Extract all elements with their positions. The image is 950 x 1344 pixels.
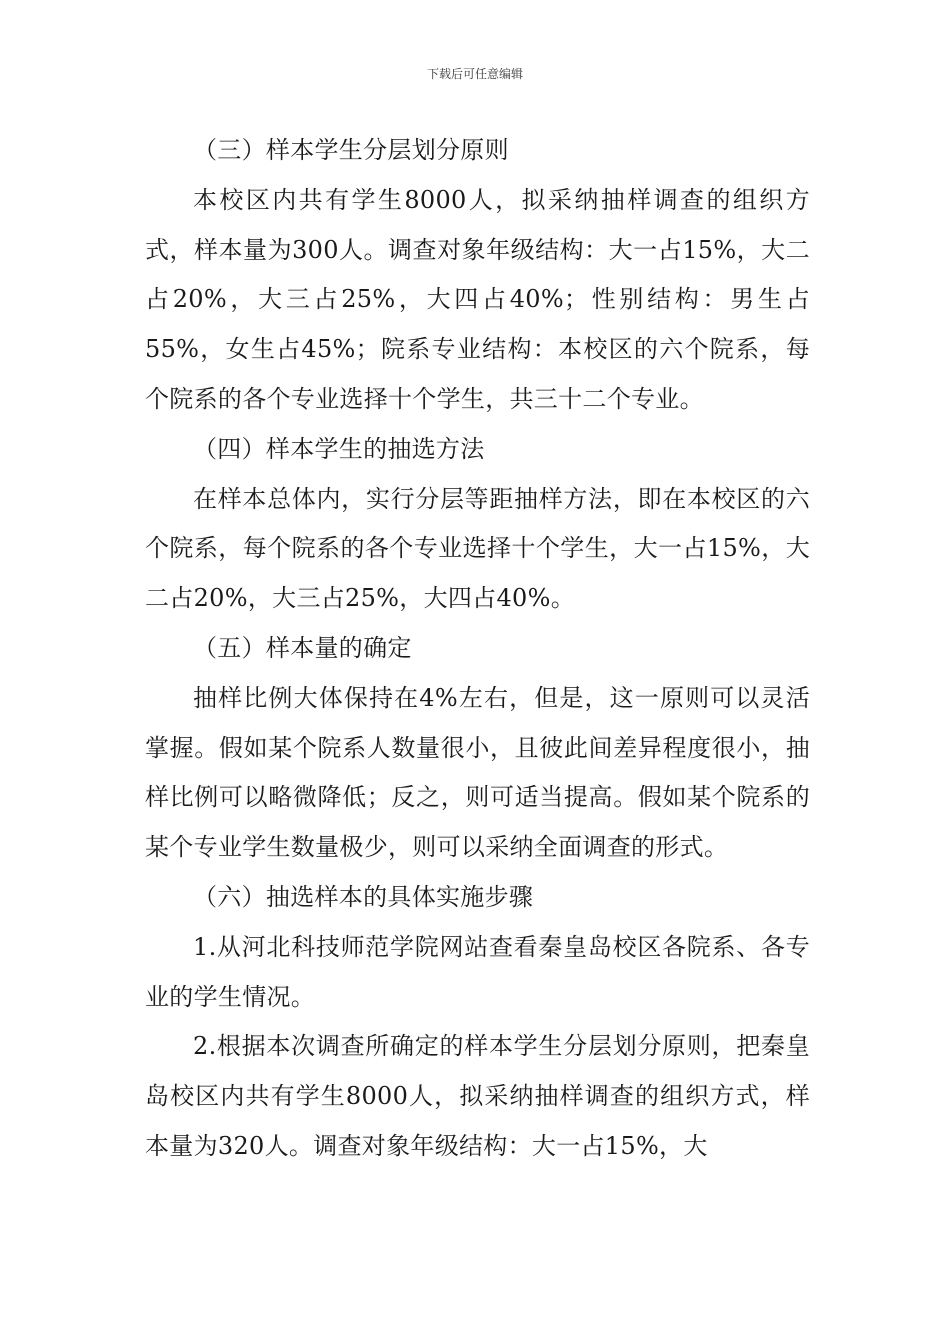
paragraph-step-2: 2.根据本次调查所确定的样本学生分层划分原则，把秦皇岛校区内共有学生8000人，拟采纳抽样调查的组织方式，样本量为320人。调查对象年级结构：大一占15%，大 [145,1032,810,1160]
section-heading-4: （四）样本学生的抽选方法 [193,434,485,463]
document-body [145,126,810,1172]
section-heading-3: （三）样本学生分层划分原则 [193,136,509,164]
section-heading-6: （六）抽选样本的具体实施步骤 [193,882,534,911]
section-heading-5: （五）样本量的确定 [193,633,412,662]
paragraph-sample-size: 抽样比例大体保持在4%左右，但是，这一原则可以灵活掌握。假如某个院系人数量很小，且彼此间差异程度很小，抽样比例可以略微降低；反之，则可适当提高。假如某个院系的某个专业学生数量极少，则可以采纳全面调查的形式。 [145,683,810,862]
paragraph-sample-structure: 本校区内共有学生8000人，拟采纳抽样调查的组织方式，样本量为300人。调查对象年级结构：大一占15%，大二占20%，大三占25%，大四占40%；性别结构：男生占55%，女生占45%；院系专业结构：本校区的六个院系，每个院系的各个专业选择十个学生，共三十二个专业。 [145,185,810,413]
paragraph-step-1: 1.从河北科技师范学院网站查看秦皇岛校区各院系、各专业的学生情况。 [145,932,810,1011]
paragraph-sampling-method: 在样本总体内，实行分层等距抽样方法，即在本校区的六个院系，每个院系的各个专业选择十个学生，大一占15%，大二占20%，大三占25%，大四占40%。 [145,484,810,613]
page-header-note: 下载后可任意编辑 [426,67,523,81]
